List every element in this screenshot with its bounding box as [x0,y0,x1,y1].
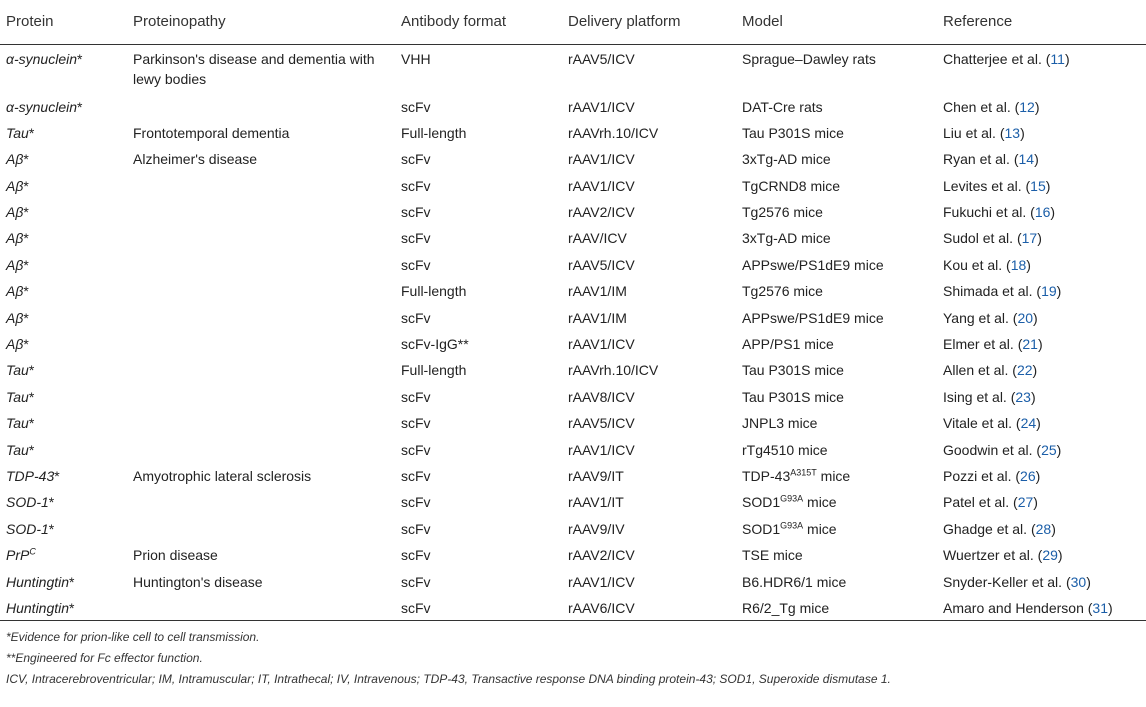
reference-link[interactable]: 24 [1020,415,1037,432]
header-protein: Protein [0,0,127,45]
cell-antibody-format: scFv [401,467,431,484]
cell-antibody-format: scFv [401,151,431,168]
reference-close: ) [1034,151,1039,168]
cell-reference [937,119,1146,145]
reference-close: ) [1051,520,1056,537]
cell-protein [0,45,127,93]
cell-protein [0,304,127,330]
protein-star: * [69,599,75,616]
model-name: TDP-43 [742,467,791,484]
cell-model [736,119,937,145]
reference-text: Snyder-Keller et al. ( [943,573,1071,590]
reference-text: Levites et al. ( [943,177,1031,194]
reference-link[interactable]: 25 [1041,441,1057,458]
cell-delivery-platform: rAAV/ICV [568,230,627,247]
cell-reference [937,488,1146,514]
cell-proteinopathy [127,330,395,356]
reference-link[interactable]: 29 [1042,547,1058,564]
cell-proteinopathy [127,515,395,541]
cell-antibody-format: VHH [401,51,431,67]
reference-link[interactable]: 30 [1070,573,1087,590]
protein-name: Aβ [6,309,24,326]
cell-delivery-platform: rAAV1/ICV [568,177,635,194]
reference-link[interactable]: 14 [1018,151,1035,168]
cell-proteinopathy [127,356,395,382]
cell-delivery-platform: rAAV2/ICV [568,204,635,221]
reference-link[interactable]: 21 [1022,336,1038,353]
footnote-abbreviations: ICV, Intracerebroventricular; IM, Intramuscular; IT, Intrathecal; IV, Intravenous; TDP-43, Transactive response DNA binding protein-43; SOD1, Superoxide dismutase 1. [6,671,891,686]
protein-star: * [23,283,29,300]
header-reference: Reference [937,0,1146,45]
table-row [0,541,1146,567]
cell-proteinopathy: Alzheimer's disease [133,151,258,168]
cell-model [736,172,937,198]
model-superscript: G93A [780,493,804,504]
table-row [0,330,1146,356]
reference-close: ) [1020,124,1025,141]
model-name: Sprague–Dawley rats [742,51,876,67]
model-name: rTg4510 mice [742,441,828,458]
reference-link[interactable]: 12 [1019,98,1035,115]
table-row [0,145,1146,171]
cell-model [736,251,937,277]
protein-name: Aβ [6,151,24,168]
reference-text: Wuertzer et al. ( [943,547,1043,564]
table-row [0,172,1146,198]
cell-protein [0,541,127,567]
protein-star: * [28,388,35,405]
cell-antibody-format: scFv [401,547,431,564]
reference-close: ) [1037,336,1043,353]
cell-delivery-platform: rAAV1/ICV [568,441,635,458]
cell-reference [937,568,1146,594]
cell-protein [0,145,127,171]
cell-protein [0,462,127,488]
table-footnotes [0,627,1146,690]
table-row [0,198,1146,224]
model-name: JNPL3 mice [742,415,818,432]
cell-protein [0,172,127,198]
header-proteinopathy: Proteinopathy [127,0,395,45]
protein-name: Huntingtin [6,573,70,590]
cell-delivery-platform: rAAV2/ICV [568,547,635,564]
cell-proteinopathy [127,304,395,330]
cell-delivery-platform: rAAVrh.10/ICV [568,362,659,379]
header-model: Model [736,0,937,45]
model-name: APP/PS1 mice [742,336,834,353]
protein-name: PrP [6,547,30,564]
model-name: 3xTg-AD mice [742,151,831,168]
cell-model [736,541,937,567]
table-row [0,93,1146,119]
protein-star: * [23,230,29,247]
protein-name: Tau [6,388,29,405]
cell-proteinopathy [127,93,395,119]
cell-delivery-platform: rAAV8/ICV [568,388,635,405]
reference-link[interactable]: 13 [1004,124,1021,141]
protein-name: Tau [6,415,29,432]
cell-protein [0,277,127,303]
model-name: DAT-Cre rats [742,98,823,115]
cell-reference [937,330,1146,356]
reference-text: Fukuchi et al. ( [943,204,1035,221]
table-row [0,304,1146,330]
protein-star: * [23,256,29,273]
reference-close: ) [1034,98,1040,115]
protein-star: * [23,151,29,168]
cell-protein [0,488,127,514]
model-name: 3xTg-AD mice [742,230,831,247]
cell-model [736,594,937,620]
cell-delivery-platform: rAAV1/ICV [568,336,635,353]
cell-delivery-platform: rAAV1/IM [568,309,627,326]
protein-name: TDP-43 [6,467,55,484]
reference-link[interactable]: 31 [1092,599,1108,616]
cell-antibody-format: scFv [401,309,431,326]
model-name: R6/2_Tg mice [742,599,830,616]
reference-close: ) [1045,177,1051,194]
protein-star: * [28,415,35,432]
protein-star: * [23,309,29,326]
cell-protein [0,93,127,119]
cell-reference [937,356,1146,382]
model-suffix: mice [803,494,837,511]
table-row [0,356,1146,382]
cell-protein [0,119,127,145]
reference-close: ) [1033,309,1038,326]
cell-protein [0,383,127,409]
reference-link[interactable]: 16 [1034,204,1051,221]
cell-model [736,568,937,594]
reference-close: ) [1036,415,1041,432]
reference-text: Goodwin et al. ( [943,441,1042,458]
cell-protein [0,224,127,250]
cell-model [736,45,937,93]
cell-proteinopathy: Prion disease [133,547,218,564]
table-row [0,568,1146,594]
cell-proteinopathy [127,383,395,409]
table-row [0,383,1146,409]
protein-star: * [48,520,55,537]
reference-text: Ising et al. ( [943,388,1016,405]
table-row [0,409,1146,435]
protein-star: * [48,494,55,511]
reference-text: Sudol et al. ( [943,230,1022,247]
cell-protein [0,436,127,462]
cell-reference [937,383,1146,409]
cell-model [736,409,937,435]
table-row [0,224,1146,250]
model-name: SOD1 [742,520,781,537]
cell-proteinopathy [127,594,395,620]
protein-star: * [23,204,29,221]
reference-link[interactable]: 26 [1020,467,1036,484]
model-suffix: mice [803,520,837,537]
model-name: Tg2576 mice [742,204,823,221]
protein-superscript: C [29,546,36,557]
cell-antibody-format: scFv [395,594,562,620]
cell-delivery-platform: rAAV6/ICV [562,594,736,620]
cell-antibody-format: scFv [401,520,431,537]
table-row [0,251,1146,277]
cell-reference [937,515,1146,541]
reference-link[interactable]: 22 [1016,362,1033,379]
reference-text: Yang et al. ( [943,309,1018,326]
cell-protein [0,330,127,356]
protein-name: Tau [6,124,29,141]
protein-star: * [28,362,35,379]
protein-name: Tau [6,441,29,458]
model-name: TSE mice [742,547,803,564]
cell-reference [937,45,1146,93]
reference-text: Shimada et al. ( [943,283,1042,300]
cell-proteinopathy [127,277,395,303]
cell-model [736,436,937,462]
cell-antibody-format: scFv-IgG** [401,336,469,353]
cell-model [736,93,937,119]
reference-link[interactable]: 18 [1010,256,1027,273]
cell-proteinopathy [127,172,395,198]
cell-delivery-platform: rAAV5/ICV [568,51,635,67]
cell-proteinopathy: Parkinson's disease and dementia with lewy bodies [133,51,375,87]
cell-model [736,145,937,171]
reference-close: ) [1050,204,1056,221]
cell-reference [937,304,1146,330]
cell-protein [0,409,127,435]
cell-proteinopathy [127,198,395,224]
cell-protein [0,356,127,382]
table-row [0,462,1146,488]
header-antibody-format: Antibody format [395,0,562,45]
reference-text: Amaro and Henderson ( [943,599,1093,616]
cell-reference [937,251,1146,277]
cell-model [736,304,937,330]
cell-proteinopathy [127,436,395,462]
model-superscript: G93A [780,520,804,531]
header-delivery-platform: Delivery platform [562,0,736,45]
reference-text: Pozzi et al. ( [943,467,1021,484]
cell-model [736,224,937,250]
model-name: Tau P301S mice [742,124,844,141]
cell-antibody-format: Full-length [401,362,467,379]
model-name: TgCRND8 mice [742,177,841,194]
model-name: APPswe/PS1dE9 mice [742,256,884,273]
model-name: APPswe/PS1dE9 mice [742,309,884,326]
protein-name: α-synuclein [6,51,78,67]
cell-proteinopathy: Frontotemporal dementia [133,124,290,141]
reference-close: ) [1056,441,1062,458]
cell-antibody-format: scFv [401,415,431,432]
table-row [0,594,1146,620]
cell-protein [0,568,127,594]
cell-proteinopathy: Amyotrophic lateral sclerosis [133,467,312,484]
reference-close: ) [1032,362,1038,379]
reference-link[interactable]: 17 [1021,230,1038,247]
reference-text: Chatterjee et al. ( [943,51,1051,67]
reference-close: ) [1035,467,1041,484]
protein-name: Tau [6,362,29,379]
model-superscript: A315T [790,467,817,478]
reference-close: ) [1064,51,1070,67]
reference-close: ) [1086,573,1091,590]
cell-model [736,515,937,541]
protein-name: α-synuclein [6,98,78,115]
cell-model [736,198,937,224]
protein-star: * [23,177,29,194]
protein-star: * [69,573,75,590]
cell-delivery-platform: rAAVrh.10/ICV [568,124,659,141]
cell-reference [937,541,1146,567]
model-name: Tg2576 mice [742,283,823,300]
cell-antibody-format: scFv [401,230,431,247]
cell-antibody-format: scFv [401,573,431,590]
cell-model [736,277,937,303]
cell-protein [0,594,127,620]
cell-model [736,330,937,356]
protein-name: Aβ [6,204,24,221]
reference-close: ) [1056,283,1062,300]
cell-reference [937,594,1146,620]
cell-proteinopathy: Huntington's disease [133,573,263,590]
cell-antibody-format: scFv [401,256,431,273]
cell-antibody-format: Full-length [401,124,467,141]
protein-name: Aβ [6,336,24,353]
reference-text: Allen et al. ( [943,362,1017,379]
table-header-row [0,0,1146,45]
protein-name: Aβ [6,283,24,300]
protein-name: SOD-1 [6,494,49,511]
cell-delivery-platform: rAAV9/IT [568,467,624,484]
cell-proteinopathy [127,224,395,250]
cell-delivery-platform: rAAV1/ICV [568,98,635,115]
protein-star: * [77,51,83,67]
cell-proteinopathy [127,251,395,277]
reference-text: Chen et al. ( [943,98,1020,115]
cell-reference [937,277,1146,303]
cell-delivery-platform: rAAV5/ICV [568,256,635,273]
reference-text: Patel et al. ( [943,494,1018,511]
cell-delivery-platform: rAAV1/IM [568,283,627,300]
cell-antibody-format: scFv [401,204,431,221]
reference-close: ) [1037,230,1042,247]
table-row [0,515,1146,541]
reference-close: ) [1030,388,1036,405]
cell-reference [937,93,1146,119]
model-name: B6.HDR6/1 mice [742,573,847,590]
cell-reference [937,409,1146,435]
cell-reference [937,224,1146,250]
model-name: Tau P301S mice [742,362,844,379]
protein-name: Aβ [6,256,24,273]
reference-close: ) [1033,494,1038,511]
reference-close: ) [1057,547,1063,564]
reference-link[interactable]: 11 [1050,51,1065,67]
cell-protein [0,251,127,277]
model-suffix: mice [816,467,851,484]
cell-delivery-platform: rAAV5/ICV [568,415,635,432]
reference-text: Vitale et al. ( [943,415,1021,432]
reference-link[interactable]: 28 [1035,520,1052,537]
cell-proteinopathy [127,409,395,435]
model-name: Tau P301S mice [742,388,844,405]
cell-antibody-format: Full-length [401,283,467,300]
footnote-star: *Evidence for prion-like cell to cell transmission. [6,629,260,644]
cell-model [736,488,937,514]
cell-delivery-platform: rAAV1/ICV [568,151,635,168]
cell-antibody-format: scFv [401,177,431,194]
reference-close: ) [1026,256,1031,273]
reference-text: Ryan et al. ( [943,151,1019,168]
reference-close: ) [1108,599,1113,616]
protein-name: Huntingtin [6,599,70,616]
reference-link[interactable]: 15 [1030,177,1046,194]
protein-star: * [28,441,35,458]
cell-reference [937,198,1146,224]
protein-name: SOD-1 [6,520,49,537]
reference-text: Ghadge et al. ( [943,520,1036,537]
reference-text: Kou et al. ( [943,256,1011,273]
cell-protein [0,198,127,224]
cell-reference [937,145,1146,171]
cell-reference [937,172,1146,198]
reference-text: Elmer et al. ( [943,336,1023,353]
protein-star: * [28,124,35,141]
protein-name: Aβ [6,230,24,247]
cell-antibody-format: scFv [401,98,431,115]
table-row [0,488,1146,514]
cell-proteinopathy [127,488,395,514]
table-row [0,436,1146,462]
protein-name: Aβ [6,177,24,194]
cell-antibody-format: scFv [401,388,431,405]
cell-reference [937,462,1146,488]
cell-delivery-platform: rAAV1/IT [568,494,624,511]
table-row [0,277,1146,303]
reference-link[interactable]: 20 [1017,309,1034,326]
cell-antibody-format: scFv [401,494,431,511]
cell-model [736,383,937,409]
cell-reference [937,436,1146,462]
reference-link[interactable]: 19 [1041,283,1057,300]
cell-delivery-platform: rAAV9/IV [568,520,625,537]
protein-star: * [54,467,60,484]
cell-antibody-format: scFv [401,441,431,458]
reference-text: Liu et al. ( [943,124,1005,141]
table-body [0,45,1146,621]
reference-link[interactable]: 27 [1017,494,1034,511]
cell-delivery-platform: rAAV1/ICV [568,573,635,590]
cell-protein [0,515,127,541]
table-row [0,45,1146,93]
protein-star: * [77,98,83,115]
model-name: SOD1 [742,494,781,511]
cell-model [736,356,937,382]
protein-star: * [23,336,29,353]
table-row [0,119,1146,145]
reference-link[interactable]: 23 [1015,388,1031,405]
footnote-double-star: **Engineered for Fc effector function. [6,650,203,665]
cell-model [736,462,937,488]
